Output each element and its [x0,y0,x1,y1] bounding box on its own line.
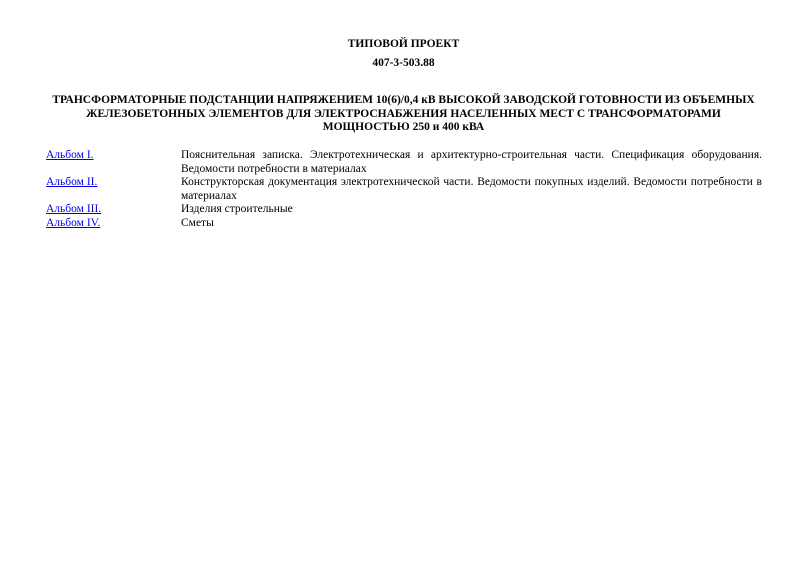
album-link-2[interactable]: Альбом II. [46,176,98,189]
album-link-1[interactable]: Альбом I. [46,149,94,161]
album-link-4[interactable]: Альбом IV. [46,216,101,229]
album-description-4: Сметы [181,216,214,229]
document-heading: ТИПОВОЙ ПРОЕКТ [347,38,460,50]
albums-table [46,149,762,231]
album-description-3: Изделия строительные [181,203,293,216]
document-title: ТРАНСФОРМАТОРНЫЕ ПОДСТАНЦИИ НАПРЯЖЕНИЕМ 10(6)/0,4 кВ ВЫСОКОЙ ЗАВОДСКОЙ ГОТОВНОСТИ ИЗ ОБЪЕМНЫХ ЖЕЛЕЗОБЕТОННЫХ ЭЛЕМЕНТОВ ДЛЯ ЭЛЕКТРОСНАБЖЕНИЯ НАСЕЛЕННЫХ МЕСТ С ТРАНСФОРМАТОРАМИ МОЩНОСТЬЮ 250 и 400 кВА [52,94,755,133]
album-row [46,176,762,203]
album-row [46,217,762,231]
album-link-3[interactable]: Альбом III. [46,203,102,216]
album-row [46,149,762,176]
project-code: 407-3-503.88 [372,57,435,69]
album-description-2: Конструкторская документация электротехнической части. Ведомости покупных изделий. Ведомости потребности в материалах [181,176,762,202]
album-description-1: Пояснительная записка. Электротехническая и архитектурно-строительная части. Спецификация оборудования. Ведомости потребности в материалах [181,149,762,175]
album-row [46,203,762,217]
